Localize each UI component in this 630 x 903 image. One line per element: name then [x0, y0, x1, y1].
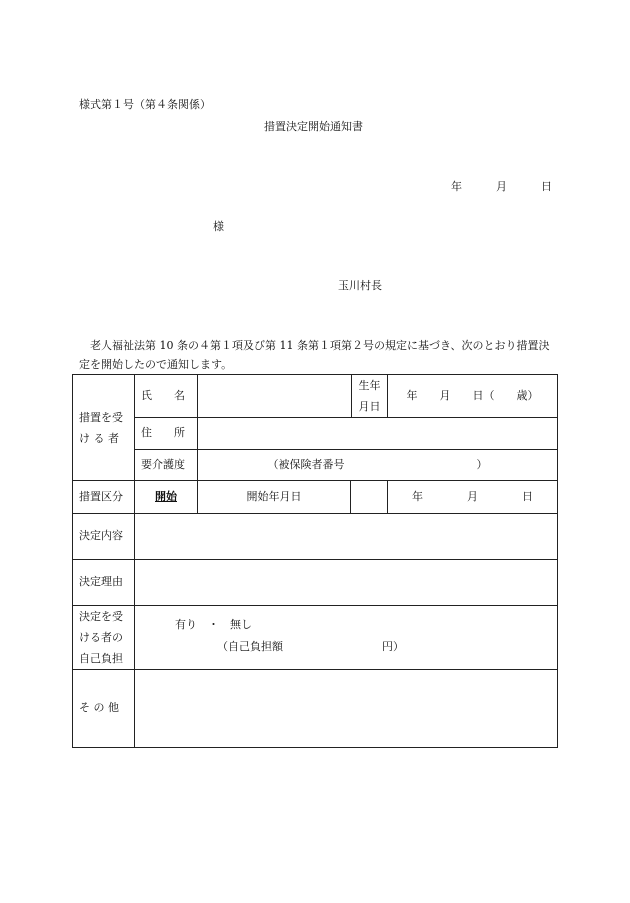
- care-level-label: 要介護度: [135, 450, 198, 481]
- other-field[interactable]: [135, 670, 558, 748]
- date-year-label: 年: [451, 180, 462, 193]
- address-label: 住 所: [135, 418, 198, 450]
- burden-options[interactable]: 有り ・ 無し: [175, 618, 252, 631]
- date-month-label: 月: [496, 180, 507, 193]
- body-paragraph: 老人福祉法第 10 条の４第１項及び第 11 条第１項第２号の規定に基づき、次のとおり措置決定を開始したので通知します。: [79, 339, 550, 371]
- burden-amount: （自己負担額 円）: [217, 640, 404, 653]
- start-date-row: [198, 481, 388, 514]
- form-number: 様式第１号（第４条関係）: [79, 98, 211, 111]
- decision-content-field[interactable]: [135, 514, 558, 560]
- name-label: 氏 名: [135, 375, 198, 418]
- insured-number-field[interactable]: （被保険者番号 ）: [198, 450, 558, 481]
- start-date-field[interactable]: 年 月 日: [388, 481, 558, 514]
- category-value-text: 開始: [155, 489, 177, 503]
- other-label: そ の 他: [73, 670, 135, 748]
- document-title: 措置決定開始通知書: [264, 120, 363, 133]
- self-burden-label: 決定を受 ける者の 自己負担: [73, 606, 135, 670]
- self-burden-field[interactable]: [135, 606, 558, 670]
- issuer-name: 玉川村長: [338, 279, 382, 292]
- recipient-section-label: 措置を受 け る 者: [73, 375, 135, 481]
- category-label: 措置区分: [73, 481, 135, 514]
- address-field[interactable]: [198, 418, 558, 450]
- date-day-label: 日: [541, 180, 552, 193]
- decision-content-label: 決定内容: [73, 514, 135, 560]
- start-date-label: 開始年月日: [198, 481, 351, 513]
- birthdate-label: 生年 月日: [352, 375, 388, 418]
- recipient-honorific: 様: [213, 220, 224, 233]
- notice-table: [72, 374, 558, 748]
- birthdate-field[interactable]: 年 月 日（ 歳）: [388, 375, 558, 418]
- decision-reason-field[interactable]: [135, 560, 558, 606]
- name-field[interactable]: [198, 375, 352, 418]
- category-value: [135, 481, 198, 514]
- decision-reason-label: 決定理由: [73, 560, 135, 606]
